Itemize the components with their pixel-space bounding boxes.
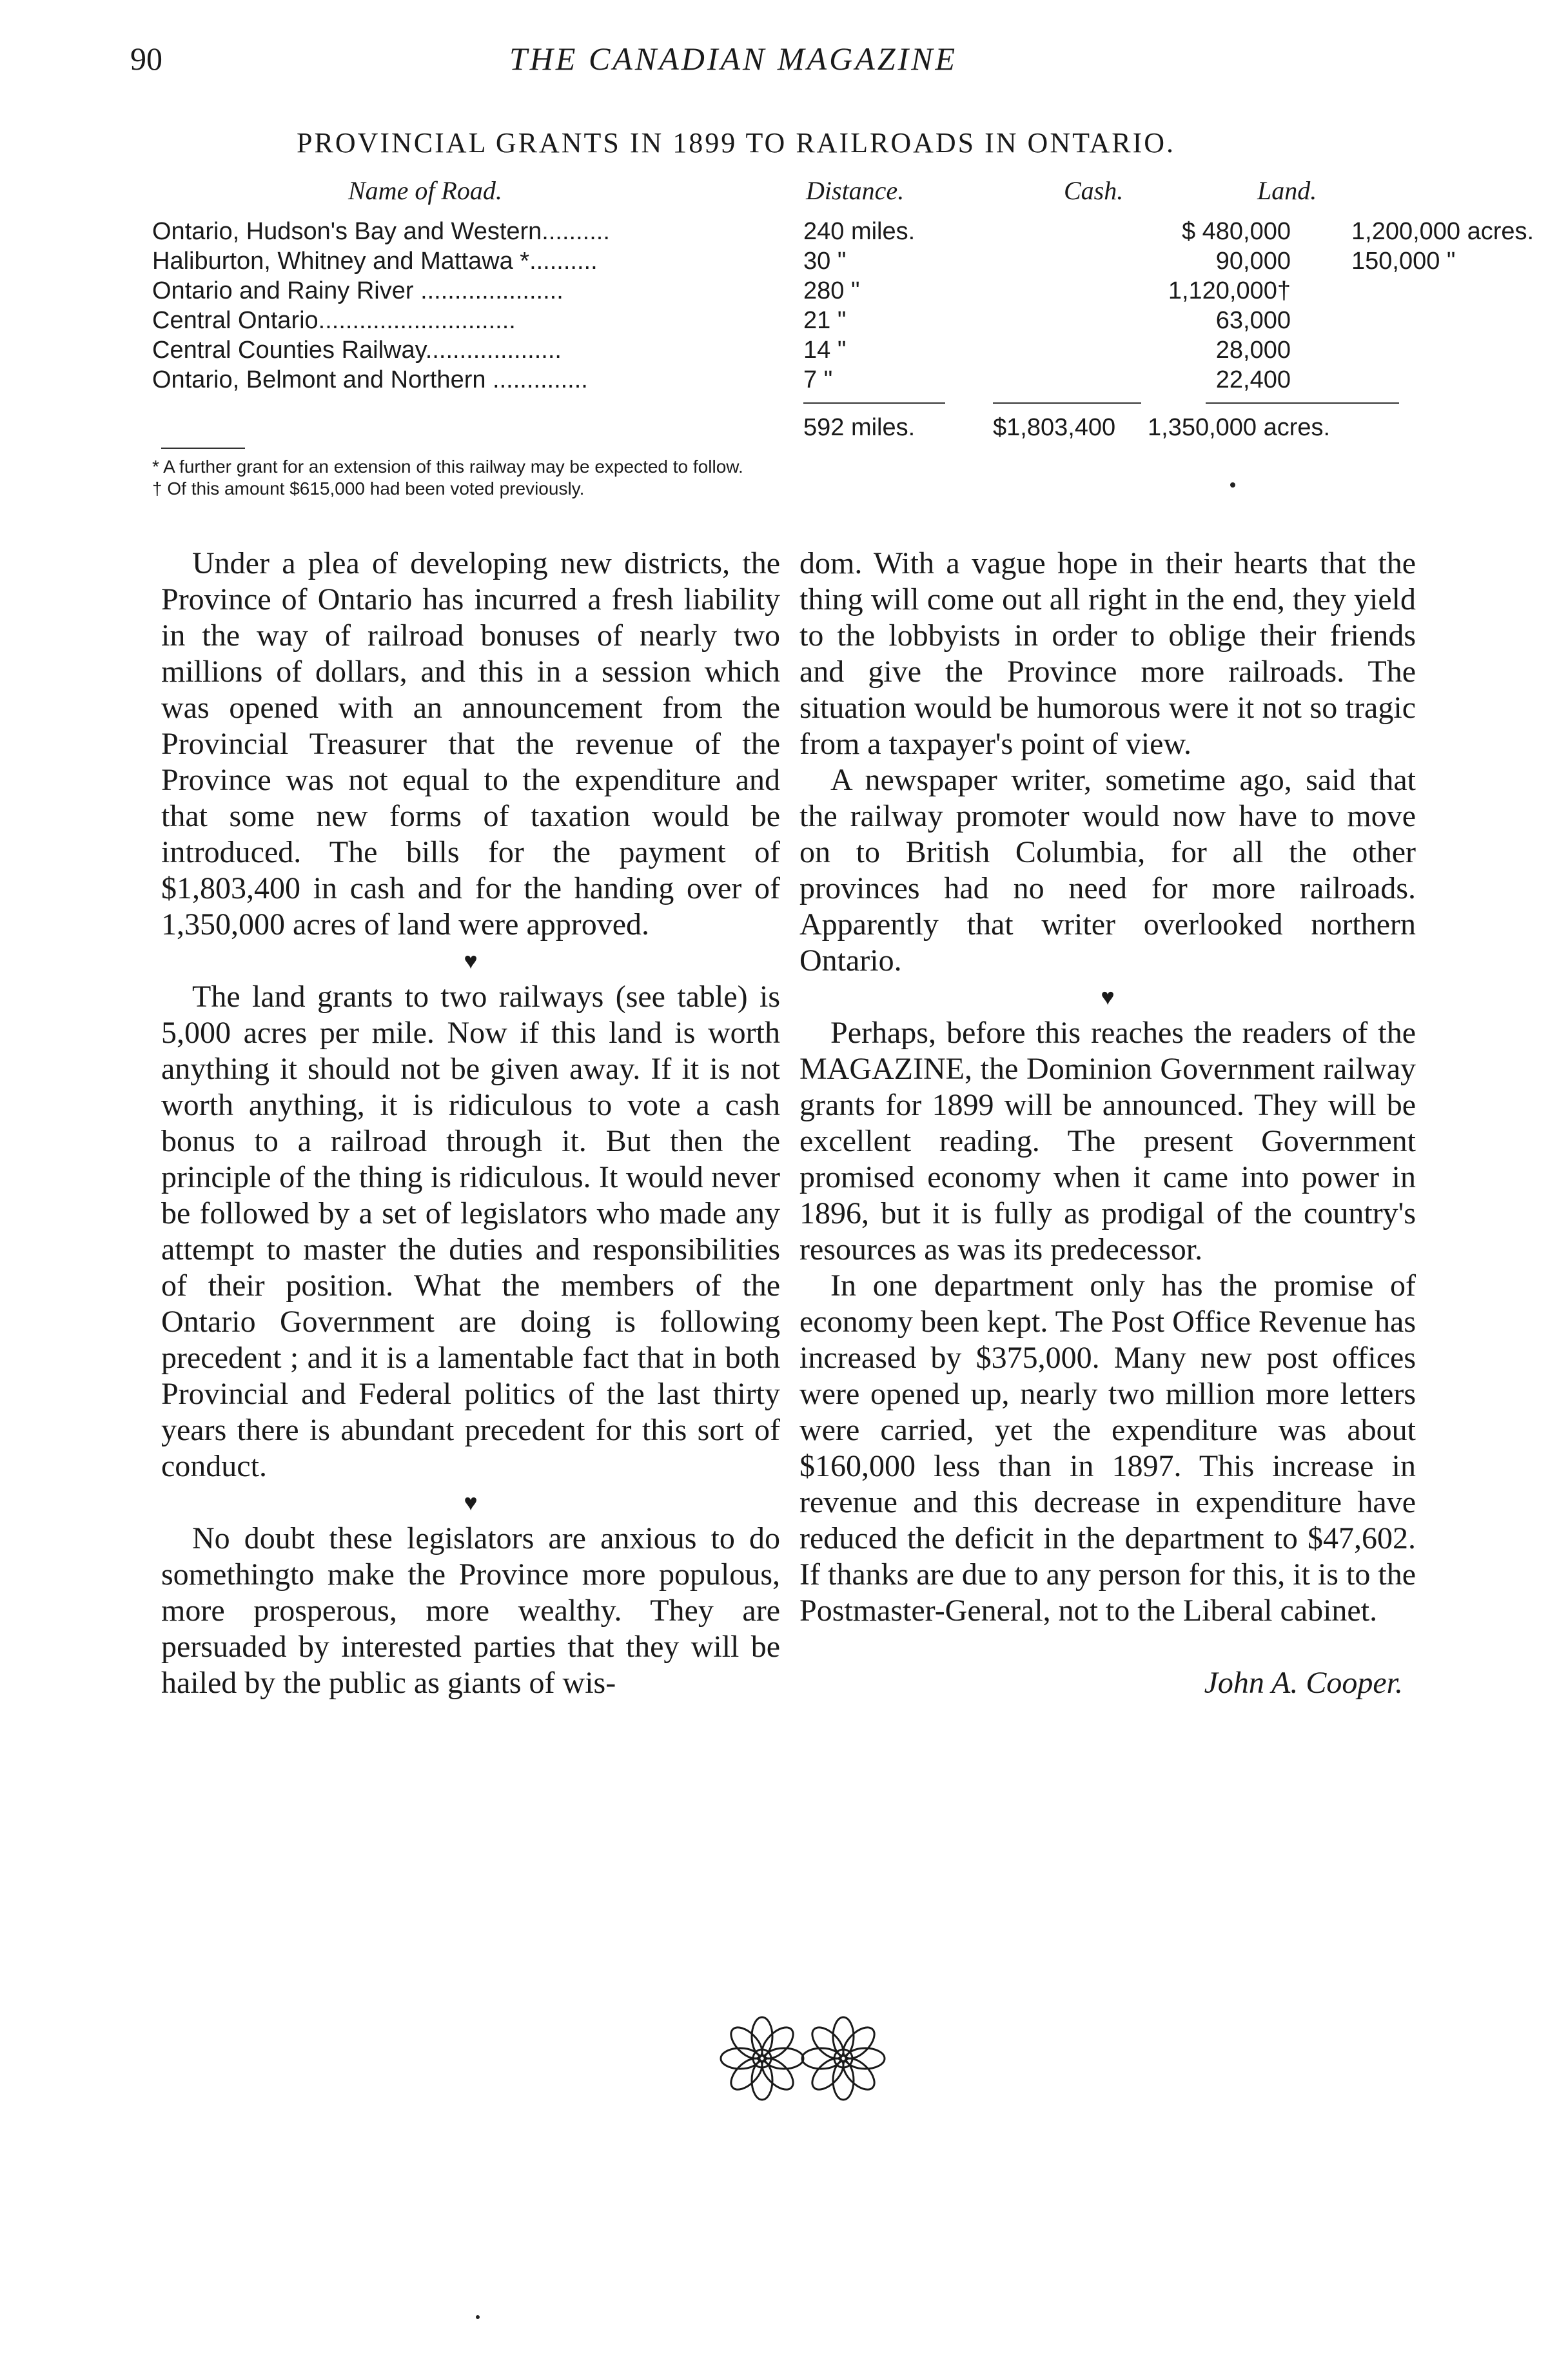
flower-ornament-icon <box>716 2013 890 2104</box>
row-cash: 22,400 <box>1215 366 1291 393</box>
page-number: 90 <box>130 41 162 77</box>
row-cash: 28,000 <box>1215 337 1291 364</box>
row-distance: 21 " <box>803 307 847 334</box>
row-distance: 240 miles. <box>803 218 916 245</box>
header-land: Land. <box>1257 176 1317 205</box>
table-row <box>152 366 1416 396</box>
row-cash: $ 480,000 <box>1181 218 1291 245</box>
footnote: * A further grant for an extension of this railway may be expected to follow. <box>152 457 743 477</box>
header-cash: Cash. <box>1064 176 1124 205</box>
signature: John A. Cooper. <box>1204 1666 1403 1700</box>
header-distance: Distance. <box>806 176 905 205</box>
row-cash: 1,120,000† <box>1168 277 1291 304</box>
row-cash: 63,000 <box>1215 307 1291 334</box>
total-cash: $1,803,400 <box>993 414 1116 441</box>
row-land: 1,200,000 acres. <box>1351 218 1534 245</box>
stray-dot <box>1230 482 1235 488</box>
table-row <box>152 277 1416 307</box>
table-row <box>152 337 1416 366</box>
article-right-column <box>799 546 1416 1701</box>
total-rule-cash <box>993 402 1141 404</box>
row-name: Ontario and Rainy River ..................... <box>152 277 564 304</box>
table-title: PROVINCIAL GRANTS IN 1899 TO RAILROADS IN ONTARIO. <box>297 127 1176 159</box>
row-name: Haliburton, Whitney and Mattawa *.......... <box>152 248 598 275</box>
table-row <box>152 248 1456 277</box>
running-title: THE CANADIAN MAGAZINE <box>509 41 958 77</box>
row-distance: 14 " <box>803 337 847 364</box>
table-row <box>152 218 1534 248</box>
total-land: 1,350,000 acres. <box>1148 414 1331 441</box>
row-distance: 30 " <box>803 248 847 275</box>
row-distance: 280 " <box>803 277 860 304</box>
section-ornament: ♥ <box>464 948 478 974</box>
section-ornament: ♥ <box>464 1490 478 1515</box>
section-ornament: ♥ <box>1101 984 1115 1010</box>
header-name: Name of Road. <box>348 176 502 205</box>
paragraph: Under a plea of developing new districts, the Province of Ontario has incurred a fresh liability in the way of railroad bonuses of nearly two millions of dollars, and this in a session which was opened with an announcement from the Provincial Treasurer that the revenue of the Province was not equal to the expenditure and that some new forms of taxation would be introduced. The bills for the payment of $1,803,400 in cash and for the handing over of 1,350,000 acres of land were approved. <box>161 546 780 942</box>
row-name: Central Counties Railway.................... <box>152 337 562 364</box>
paragraph: dom. With a vague hope in their hearts that the thing will come out all right in the end, they yield to the lobbyists in order to oblige their friends and give the Province more railroads. The situation would be humorous were it not so tragic from a taxpayer's point of view. <box>799 546 1416 761</box>
row-name: Ontario, Hudson's Bay and Western.......... <box>152 218 610 245</box>
paragraph: A newspaper writer, sometime ago, said that the railway promoter would now have to move on to British Columbia, for all the other provinces had no need for more railroads. Apparently that writer overlooked northern Ontario. <box>799 763 1416 978</box>
total-rule-land <box>1206 402 1399 404</box>
row-land: 150,000 " <box>1351 248 1456 275</box>
article-left-column <box>161 546 780 1701</box>
row-distance: 7 " <box>803 366 833 393</box>
row-cash: 90,000 <box>1215 248 1291 275</box>
paragraph: No doubt these legislators are anxious to do somethingto make the Province more populous, more prosperous, more wealthy. They are persuaded by interested parties that they will be hailed by the public as giants of wis- <box>161 1521 780 1700</box>
footnote-rule <box>161 448 245 449</box>
total-distance: 592 miles. <box>803 414 916 441</box>
paragraph: In one department only has the promise of economy been kept. The Post Office Revenue has increased by $375,000. Many new post offices were opened up, nearly two million more letters were carried, yet the expenditure was about $160,000 less than in 1897. This increase in revenue and this decrease in expenditure have reduced the deficit in the department to $47,602. If thanks are due to any person for this, it is to the Postmaster-General, not to the Liberal cabinet. <box>799 1268 1416 1628</box>
row-name: Central Ontario............................. <box>152 307 516 334</box>
stray-dot <box>476 2315 480 2319</box>
footnote: † Of this amount $615,000 had been voted previously. <box>152 479 585 498</box>
paragraph: The land grants to two railways (see table) is 5,000 acres per mile. Now if this land is worth anything it should not be given away. If it is not worth anything, it is ridiculous to vote a cash bonus to a railroad through it. But then the principle of the thing is ridiculous. It would never be followed by a set of legislators who made any attempt to master the duties and responsibilities of their position. What the members of the Ontario Government are doing is following precedent ; and it is a lamentable fact that in both Provincial and Federal politics of the last thirty years there is abundant precedent for this sort of conduct. <box>161 980 780 1483</box>
total-rule-distance <box>803 402 945 404</box>
paragraph: Perhaps, before this reaches the readers of the MAGAZINE, the Dominion Government railway grants for 1899 will be announced. They will be excellent reading. The present Government promised economy when it came into power in 1896, but it is fully as prodigal of the country's resources as was its predecessor. <box>799 1016 1416 1267</box>
row-name: Ontario, Belmont and Northern .............. <box>152 366 588 393</box>
table-row <box>152 307 1416 337</box>
